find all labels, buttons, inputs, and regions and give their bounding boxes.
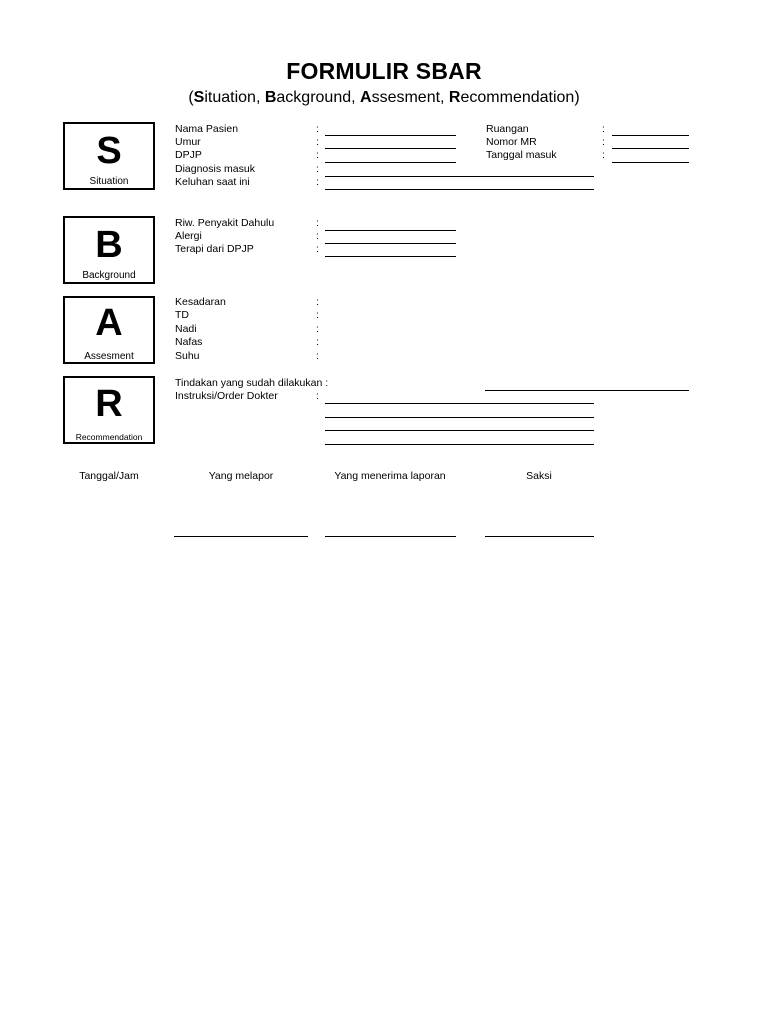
field-label-diagnosis-masuk: Diagnosis masuk [175, 163, 255, 175]
field-label-keluhan: Keluhan saat ini [175, 176, 250, 188]
assessment-letter: A [95, 302, 123, 344]
background-word: Background [82, 270, 136, 281]
fill-line-ruangan[interactable] [612, 135, 689, 136]
fill-line-umur[interactable] [325, 148, 456, 149]
fill-line-instruksi-2[interactable] [325, 417, 594, 418]
sig-line-yang-melapor[interactable] [174, 536, 308, 537]
field-label-nadi: Nadi [175, 323, 197, 335]
field-label-nama-pasien: Nama Pasien [175, 123, 239, 135]
sig-line-saksi[interactable] [485, 536, 594, 537]
field-label-umur: Umur [175, 136, 201, 148]
fill-line-riwayat[interactable] [325, 230, 456, 231]
sig-label-yang-melapor: Yang melapor [208, 470, 274, 482]
situation-letter: S [96, 130, 122, 172]
colon: : [316, 176, 319, 188]
assessment-word: Assesment [84, 351, 134, 362]
field-label-riwayat: Riw. Penyakit Dahulu [175, 217, 275, 229]
colon: : [602, 136, 605, 148]
background-letter: B [95, 224, 123, 266]
colon: : [316, 296, 319, 308]
recommendation-letter: R [95, 383, 123, 425]
sig-line-yang-menerima[interactable] [325, 536, 456, 537]
colon: : [316, 350, 319, 362]
field-label-tanggal-masuk: Tanggal masuk [486, 149, 557, 161]
sig-label-tanggal-jam: Tanggal/Jam [79, 470, 139, 482]
colon: : [316, 217, 319, 229]
form-title: FORMULIR SBAR [286, 58, 482, 84]
field-label-tindakan: Tindakan yang sudah dilakukan : [175, 377, 329, 389]
fill-line-dpjp[interactable] [325, 162, 456, 163]
colon: : [316, 309, 319, 321]
fill-line-instruksi-1[interactable] [325, 403, 594, 404]
colon: : [602, 149, 605, 161]
fill-line-diagnosis[interactable] [325, 176, 594, 177]
form-subtitle: (Situation, Background, Assesment, Recommendation) [188, 89, 580, 106]
colon: : [316, 149, 319, 161]
field-label-nomor-mr: Nomor MR [486, 136, 537, 148]
sig-label-saksi: Saksi [526, 470, 552, 482]
colon: : [602, 123, 605, 135]
assessment-box [63, 296, 155, 364]
background-box [63, 216, 155, 284]
field-label-dpjp: DPJP [175, 149, 202, 161]
colon: : [316, 230, 319, 242]
sig-label-yang-menerima: Yang menerima laporan [334, 470, 446, 482]
colon: : [316, 243, 319, 255]
colon: : [316, 136, 319, 148]
situation-box [63, 122, 155, 190]
field-label-ruangan: Ruangan [486, 123, 529, 135]
field-label-suhu: Suhu [175, 350, 200, 362]
fill-line-nama-pasien[interactable] [325, 135, 456, 136]
colon: : [316, 390, 319, 402]
colon: : [316, 163, 319, 175]
fill-line-alergi[interactable] [325, 243, 456, 244]
field-label-td: TD [175, 309, 189, 321]
field-label-kesadaran: Kesadaran [175, 296, 226, 308]
fill-line-keluhan[interactable] [325, 189, 594, 190]
field-label-nafas: Nafas [175, 336, 203, 348]
fill-line-instruksi-3[interactable] [325, 430, 594, 431]
field-label-instruksi: Instruksi/Order Dokter [175, 390, 278, 402]
recommendation-word: Recommendation [75, 432, 143, 442]
fill-line-tanggal-masuk[interactable] [612, 162, 689, 163]
fill-line-nomor-mr[interactable] [612, 148, 689, 149]
situation-word: Situation [89, 176, 129, 187]
colon: : [316, 323, 319, 335]
colon: : [316, 123, 319, 135]
fill-line-terapi[interactable] [325, 256, 456, 257]
field-label-alergi: Alergi [175, 230, 202, 242]
field-label-terapi: Terapi dari DPJP [175, 243, 254, 255]
recommendation-box [63, 376, 155, 444]
colon: : [316, 336, 319, 348]
fill-line-tindakan[interactable] [485, 390, 689, 391]
fill-line-instruksi-4[interactable] [325, 444, 594, 445]
